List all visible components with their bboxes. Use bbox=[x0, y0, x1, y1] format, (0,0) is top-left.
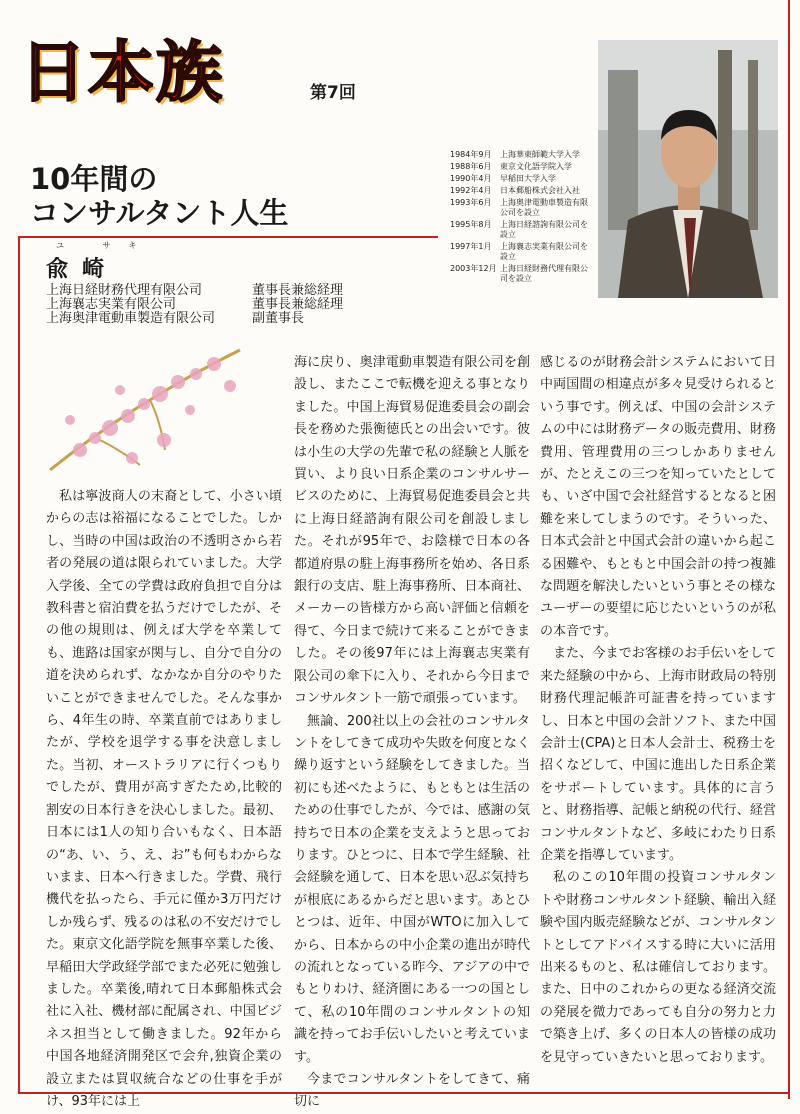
body-paragraph: 今までコンサルタントをしてきて、痛切に bbox=[294, 1072, 530, 1110]
career-text: 上海奥津電動車製造有限公司を設立 bbox=[500, 198, 588, 217]
career-date: 1984年9月 bbox=[450, 150, 492, 159]
career-item bbox=[450, 198, 592, 218]
right-border-rule bbox=[788, 0, 790, 1099]
cherry-blossom-illustration bbox=[40, 330, 270, 490]
career-history bbox=[450, 150, 592, 286]
body-paragraph: 私のこの10年間の投資コンサルタントや財務コンサルタント経験、輸出入経験や国内販売経験などが、コンサルタントとしてアドバイスする時に大いに活用出来るものと、私は確信しております。また、日中のこれからの更なる経済交流の発展を微力であっても自分の努力と力で築き上げ、多くの日本人の皆様の成功を見守っていきたいと思っております。 bbox=[540, 870, 776, 1065]
body-column-2 bbox=[294, 352, 530, 1114]
body-paragraph: また、今までお客様のお手伝いをして来た経験の中から、上海市財政局の特別財務代理記帳許可証書を持っていますし、日本と中国の会計ソフト、また中国会計士(CPA)と日本人会計士、税務士を招くなどして、中国に進出した日系企業をサポートしています。具体的に言うと、財務指導、記帳と納税の代行、経営コンサルタントなど、多岐にわたり日系企業を指導しています。 bbox=[540, 646, 776, 863]
body-column-1 bbox=[46, 486, 282, 1113]
career-item bbox=[450, 186, 592, 196]
career-text: 上海襄志実業有限公司を設立 bbox=[500, 242, 588, 261]
career-date: 1993年6月 bbox=[450, 198, 492, 207]
role-position: 董事長兼総経理 bbox=[252, 297, 344, 312]
series-logo: 日本族 bbox=[20, 34, 224, 111]
author-name: 兪崎 bbox=[46, 257, 119, 282]
role-row bbox=[46, 312, 343, 326]
career-item bbox=[450, 174, 592, 184]
role-company: 上海日経財務代理有限公司 bbox=[46, 283, 203, 298]
body-column-3 bbox=[540, 352, 776, 1069]
career-date: 1995年8月 bbox=[450, 220, 492, 229]
career-item bbox=[450, 162, 592, 172]
body-paragraph: 感じるのが財務会計システムにおいて日中両国間の相違点が多々見受けられるという事です。例えば、中国の会計システムの中には財務データの販売費用、財務費用、管理費用の三つしかありませんが、たとえこの三つを知っていたとしても、いざ中国で会社経営するとなると困難を来してしまうのです。そういった、日本式会計と中国式会計の違いから起こる困難や、もともと中国会計の持つ複雑な問題を解決したいという事とその様なユーザーの要望に応じたいというのが私の本音です。 bbox=[540, 355, 776, 639]
career-date: 1990年4月 bbox=[450, 174, 492, 183]
career-item bbox=[450, 242, 592, 262]
article-title bbox=[30, 162, 288, 230]
career-text: 上海華東師範大学入学 bbox=[500, 150, 580, 159]
career-text: 日本郵船株式会社入社 bbox=[500, 186, 580, 195]
career-text: 東京文化語学院入学 bbox=[500, 162, 572, 171]
career-item bbox=[450, 220, 592, 240]
career-date: 1992年4月 bbox=[450, 186, 492, 195]
body-paragraph: 海に戻り、奥津電動車製造有限公司を創設し、またここで転機を迎える事となりました。中国上海貿易促進委員会の副会長を務めた張衡徳氏との出会いです。彼は小生の大学の先輩で私の経験と人脈を買い、より良い日系企業のコンサルサービスのために、上海貿易促進委員会と共に上海日経諮詢有限公司を創設しました。それが95年で、お陰様で日本の各都道府県の駐上海事務所を始め、各日系銀行の支店、駐上海事務所、日本商社、メーカーの皆様方から高い評価と信頼を得て、今日まで続けて来ることができました。その後97年には上海襄志実業有限公司の傘下に入り、それから今日までコンサルタント一筋で頑張っています。 bbox=[294, 355, 530, 707]
role-company: 上海襄志実業有限公司 bbox=[46, 297, 177, 312]
role-row bbox=[46, 298, 343, 312]
role-position: 副董事長 bbox=[252, 311, 305, 326]
career-date: 1997年1月 bbox=[450, 242, 492, 251]
role-company: 上海奥津電動車製造有限公司 bbox=[46, 311, 216, 326]
career-text: 早稲田大学入学 bbox=[500, 174, 556, 183]
author-roles bbox=[46, 284, 343, 326]
career-text: 上海日経諮詢有限公司を設立 bbox=[500, 220, 588, 239]
role-position: 董事長兼総経理 bbox=[252, 283, 344, 298]
career-date: 1988年6月 bbox=[450, 162, 492, 171]
author-photo bbox=[598, 40, 778, 298]
header-divider-rule bbox=[18, 236, 438, 238]
career-text: 上海日経財務代理有限公司を設立 bbox=[500, 264, 588, 283]
role-row bbox=[46, 284, 343, 298]
career-item bbox=[450, 150, 592, 160]
author-portrait-illustration bbox=[598, 40, 778, 298]
body-paragraph: 無論、200社以上の会社のコンサルタントをしてきて成功や失敗を何度となく繰り返すという経験をしてきました。当初にも述べたように、もともとは生活のための仕事でしたが、今では、感謝の気持ちで日本の企業を支えようと思っております。ひとつに、日本で学生経験、社会経験を通して、日本を思い忍ぶ気持ちが根底にあるからだと思います。あとひとつは、近年、中国がWTOに加入してから、日本からの中小企業の進出が時代の流れとなっている昨今、アジアの中でもとりわけ、経済圏にある一つの国として、私の10年間のコンサルタントの知識を持ってお手伝いしたいと考えています。 bbox=[294, 713, 530, 1065]
episode-number: 第7回 bbox=[310, 83, 356, 103]
career-item bbox=[450, 264, 592, 284]
career-date: 2003年12月 bbox=[450, 264, 497, 273]
title-line-1: 10年間の bbox=[30, 162, 158, 196]
body-paragraph: 私は寧波商人の末裔として、小さい頃からの志は裕福になることでした。しかし、当時の中国は政治の不透明さから若者の発展の道は限られていました。大学入学後、全ての学費は政府負担で自分は教科書と宿泊費を払うだけでしたが、その他の規則は、例えば大学を卒業しても、進路は国家が関与し、自分で自分の道を決められず、なかなか自分のやりたいことができませんでした。そんな事から、4年生の時、卒業直前ではありましたが、学校を退学する事を決意しました。当初、オーストラリアに行くつもりでしたが、費用が高すぎたため,比較的割安の日本行きを決心しました。最初、日本には1人の知り合いもなく、日本語の“あ、い、う、え、お”も何もわからないまま、日本へ行きました。学費、飛行機代を払ったら、手元に僅か3万円だけしか残らず、残るのは私の不安だけでした。東京文化語学院を無事卒業した後、早稲田大学政経学部でまた必死に勉強しました。卒業後,晴れて日本郵船株式会社に入社、機材部に配属され、中国ビジネス担当として働きました。92年から中国各地経済開発区で会弁,独資企業の設立または買収統合などの仕事を手がけ、93年には上 bbox=[46, 489, 282, 1109]
left-border-rule bbox=[18, 236, 20, 1094]
author-name-ruby: ユ サキ bbox=[56, 241, 155, 250]
title-line-2: コンサルタント人生 bbox=[30, 196, 289, 230]
